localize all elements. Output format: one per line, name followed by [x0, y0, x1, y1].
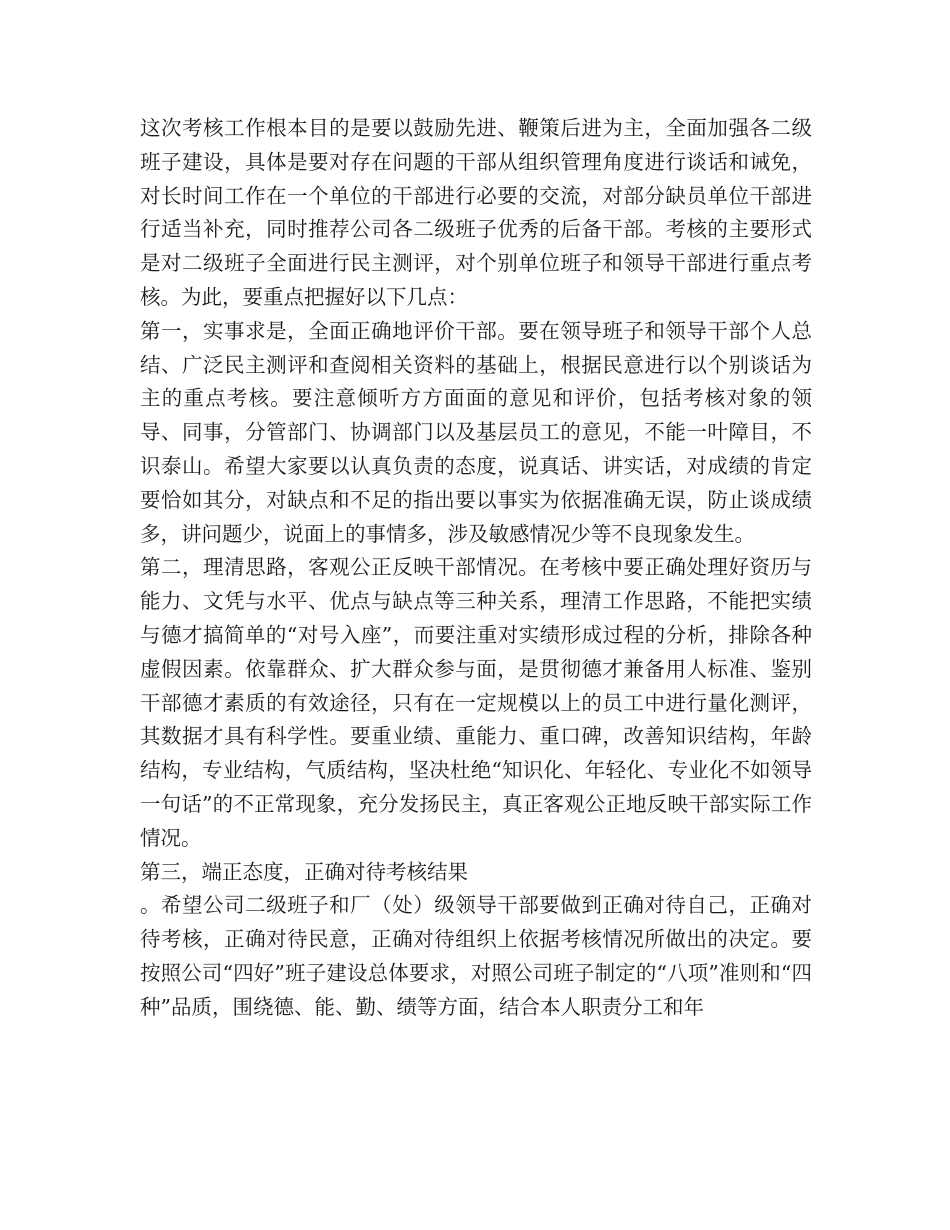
paragraph-point-three-body: 。希望公司二级班子和厂（处）级领导干部要做到正确对待自己，正确对待考核，正确对待民意，正确对待组织上依据考核情况所做出的决定。要按照公司“四好”班子建设总体要求，对照公司班子制定的“八项”准则和“四种”品质，围绕德、能、勤、绩等方面，结合本人职责分工和年 — [140, 893, 812, 1019]
paragraph-point-three-heading: 第三，端正态度，正确对待考核结果 — [140, 859, 468, 884]
paragraph-intro: 这次考核工作根本目的是要以鼓励先进、鞭策后进为主，全面加强各二级班子建设，具体是要对存在问题的干部从组织管理角度进行谈话和诫免，对长时间工作在一个单位的干部进行必要的交流，对部分缺员单位干部进行适当补充，同时推荐公司各二级班子优秀的后备干部。考核的主要形式是对二级班子全面进行民主测评，对个别单位班子和领导干部进行重点考核。为此，要重点把握好以下几点： — [140, 116, 812, 309]
paragraph-point-one: 第一，实事求是，全面正确地评价干部。要在领导班子和领导干部个人总结、广泛民主测评和查阅相关资料的基础上，根据民意进行以个别谈话为主的重点考核。要注意倾听方方面面的意见和评价，包括考核对象的领导、同事，分管部门、协调部门以及基层员工的意见，不能一叶障目，不识泰山。希望大家要以认真负责的态度，说真话、讲实话，对成绩的肯定要恰如其分，对缺点和不足的指出要以事实为依据准确无误，防止谈成绩多，讲问题少，说面上的事情多，涉及敏感情况少等不良现象发生。 — [140, 318, 812, 546]
document-body — [140, 112, 812, 1025]
paragraph-point-two: 第二，理清思路，客观公正反映干部情况。在考核中要正确处理好资历与能力、文凭与水平、优点与缺点等三种关系，理清工作思路，不能把实绩与德才搞简单的“对号入座”，而要注重对实绩形成过程的分析，排除各种虚假因素。依靠群众、扩大群众参与面，是贯彻德才兼备用人标准、鉴别干部德才素质的有效途径，只有在一定规模以上的员工中进行量化测评，其数据才具有科学性。要重业绩、重能力、重口碑，改善知识结构，年龄结构，专业结构，气质结构，坚决杜绝“知识化、年轻化、专业化不如领导一句话”的不正常现象，充分发扬民主，真正客观公正地反映干部实际工作情况。 — [140, 555, 812, 850]
